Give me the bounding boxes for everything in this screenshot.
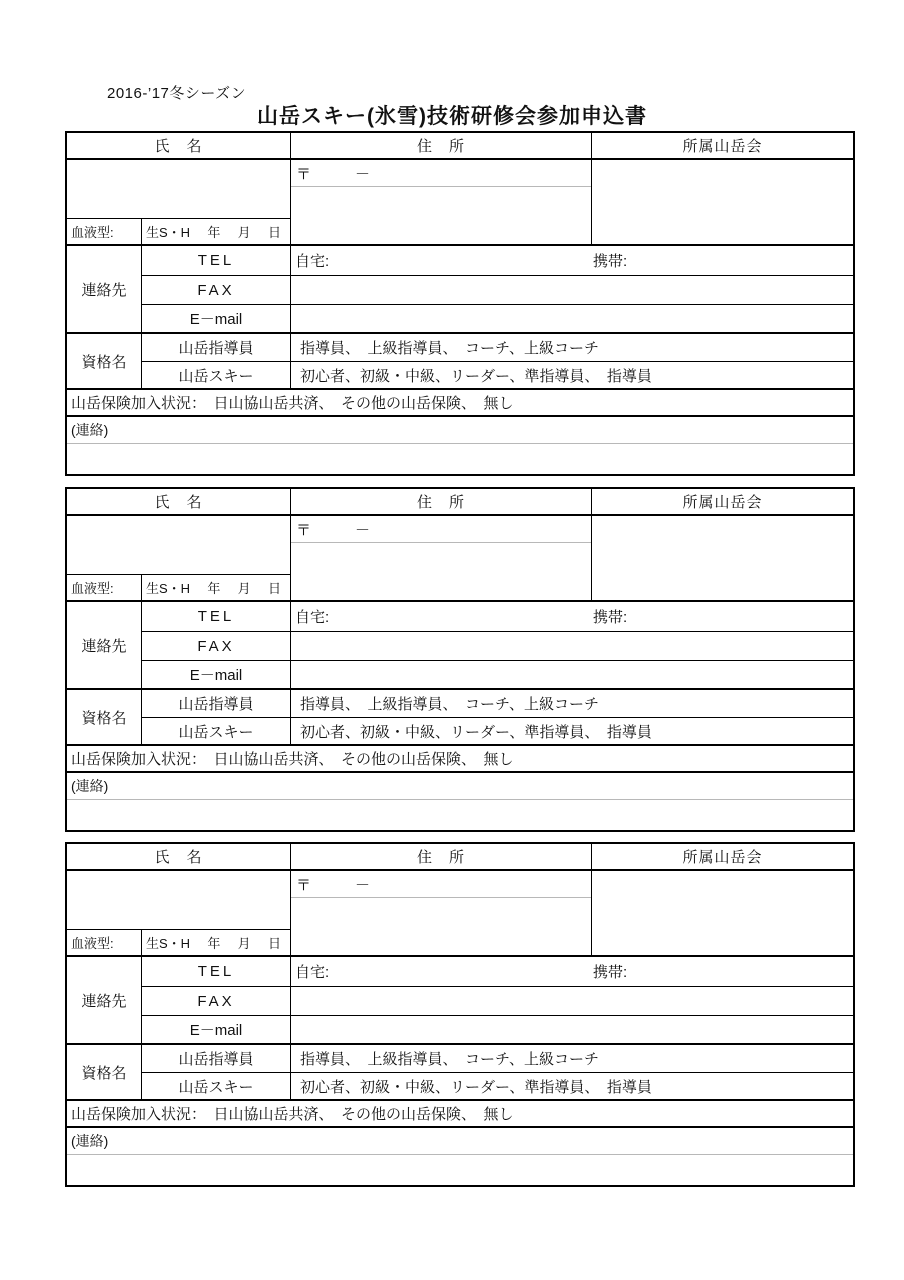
address-blank-area	[291, 187, 591, 244]
address-header: 住 所	[291, 489, 592, 516]
qualification-category-mountain-leader: 山岳指導員	[142, 334, 291, 362]
mobile-phone-label: 携帯:	[593, 253, 628, 270]
birth-era-label: 生S・H	[146, 225, 191, 240]
season-label: 2016-’17冬シーズン	[107, 85, 247, 102]
tel-label: TEL	[142, 957, 291, 987]
home-phone-label: 自宅:	[295, 609, 330, 626]
blood-type-label: 血液型:	[67, 219, 142, 246]
blank-row	[67, 444, 853, 474]
address-blank-area	[291, 543, 591, 600]
birth-era-label: 生S・H	[146, 936, 191, 951]
fax-label: FAX	[142, 276, 291, 305]
insurance-status-row: 山岳保険加入状況： 日山協山岳共済、 その他の山岳保険、 無し	[67, 390, 853, 417]
birth-year-label: 年	[207, 225, 221, 240]
qualification-options-mountain-leader: 指導員、 上級指導員、 コーチ、上級コーチ	[291, 1045, 853, 1073]
postal-dash: －	[355, 521, 371, 539]
qualification-category-mountain-ski: 山岳スキー	[142, 1073, 291, 1101]
tel-label: TEL	[142, 602, 291, 632]
postal-mark: 〒	[296, 876, 312, 894]
email-label: E－mail	[142, 1016, 291, 1045]
address-blank-area	[291, 898, 591, 955]
postal-mark: 〒	[296, 165, 312, 183]
qualification-category-mountain-ski: 山岳スキー	[142, 362, 291, 390]
club-header: 所属山岳会	[592, 844, 853, 871]
address-header: 住 所	[291, 844, 592, 871]
page-title: 山岳スキー(氷雪)技術研修会参加申込書	[257, 105, 647, 128]
postal-dash: －	[355, 165, 371, 183]
qualification-options-mountain-leader: 指導員、 上級指導員、 コーチ、上級コーチ	[291, 690, 853, 718]
application-form-block-2	[65, 487, 855, 832]
club-entry-area	[592, 871, 853, 957]
fax-label: FAX	[142, 632, 291, 661]
name-header: 氏 名	[67, 133, 291, 160]
home-phone-label: 自宅:	[295, 964, 330, 981]
club-header: 所属山岳会	[592, 489, 853, 516]
address-header: 住 所	[291, 133, 592, 160]
mobile-phone-label: 携帯:	[593, 609, 628, 626]
postal-code-row	[291, 160, 591, 187]
tel-entry-row	[291, 602, 853, 632]
blood-type-label: 血液型:	[67, 575, 142, 602]
postal-code-row	[291, 871, 591, 898]
birth-era-label: 生S・H	[146, 581, 191, 596]
email-label: E－mail	[142, 305, 291, 334]
name-entry-area	[67, 871, 291, 930]
address-entry-area	[291, 160, 592, 246]
notes-row: (連絡)	[67, 1128, 853, 1155]
qualification-section-label: 資格名	[67, 334, 142, 390]
fax-label: FAX	[142, 987, 291, 1016]
birth-day-label: 日	[267, 936, 281, 951]
qualification-options-mountain-leader: 指導員、 上級指導員、 コーチ、上級コーチ	[291, 334, 853, 362]
email-entry-row	[291, 305, 853, 334]
qualification-options-mountain-ski: 初心者、初級・中級、リーダー、準指導員、 指導員	[291, 718, 853, 746]
insurance-status-row: 山岳保険加入状況： 日山協山岳共済、 その他の山岳保険、 無し	[67, 746, 853, 773]
insurance-status-row: 山岳保険加入状況： 日山協山岳共済、 その他の山岳保険、 無し	[67, 1101, 853, 1128]
notes-row: (連絡)	[67, 417, 853, 444]
contact-section-label: 連絡先	[67, 602, 142, 690]
club-header: 所属山岳会	[592, 133, 853, 160]
fax-entry-row	[291, 987, 853, 1016]
name-entry-area	[67, 160, 291, 219]
birth-date-row	[142, 930, 291, 957]
fax-entry-row	[291, 632, 853, 661]
home-phone-label: 自宅:	[295, 253, 330, 270]
contact-section-label: 連絡先	[67, 246, 142, 334]
birth-month-label: 月	[237, 225, 251, 240]
blank-row	[67, 1155, 853, 1185]
qualification-category-mountain-ski: 山岳スキー	[142, 718, 291, 746]
club-entry-area	[592, 516, 853, 602]
name-header: 氏 名	[67, 844, 291, 871]
contact-section-label: 連絡先	[67, 957, 142, 1045]
qualification-section-label: 資格名	[67, 690, 142, 746]
postal-code-row	[291, 516, 591, 543]
tel-label: TEL	[142, 246, 291, 276]
qualification-options-mountain-ski: 初心者、初級・中級、リーダー、準指導員、 指導員	[291, 1073, 853, 1101]
name-header: 氏 名	[67, 489, 291, 516]
qualification-category-mountain-leader: 山岳指導員	[142, 690, 291, 718]
application-form-block-1	[65, 131, 855, 476]
email-entry-row	[291, 661, 853, 690]
birth-day-label: 日	[267, 581, 281, 596]
qualification-category-mountain-leader: 山岳指導員	[142, 1045, 291, 1073]
birth-year-label: 年	[207, 936, 221, 951]
birth-date-row	[142, 219, 291, 246]
qualification-section-label: 資格名	[67, 1045, 142, 1101]
mobile-phone-label: 携帯:	[593, 964, 628, 981]
blood-type-label: 血液型:	[67, 930, 142, 957]
club-entry-area	[592, 160, 853, 246]
application-form-block-3	[65, 842, 855, 1187]
tel-entry-row	[291, 957, 853, 987]
birth-date-row	[142, 575, 291, 602]
birth-day-label: 日	[267, 225, 281, 240]
postal-dash: －	[355, 876, 371, 894]
fax-entry-row	[291, 276, 853, 305]
address-entry-area	[291, 516, 592, 602]
blank-row	[67, 800, 853, 830]
qualification-options-mountain-ski: 初心者、初級・中級、リーダー、準指導員、 指導員	[291, 362, 853, 390]
email-entry-row	[291, 1016, 853, 1045]
name-entry-area	[67, 516, 291, 575]
email-label: E－mail	[142, 661, 291, 690]
birth-month-label: 月	[237, 936, 251, 951]
postal-mark: 〒	[296, 521, 312, 539]
notes-row: (連絡)	[67, 773, 853, 800]
birth-month-label: 月	[237, 581, 251, 596]
tel-entry-row	[291, 246, 853, 276]
address-entry-area	[291, 871, 592, 957]
birth-year-label: 年	[207, 581, 221, 596]
